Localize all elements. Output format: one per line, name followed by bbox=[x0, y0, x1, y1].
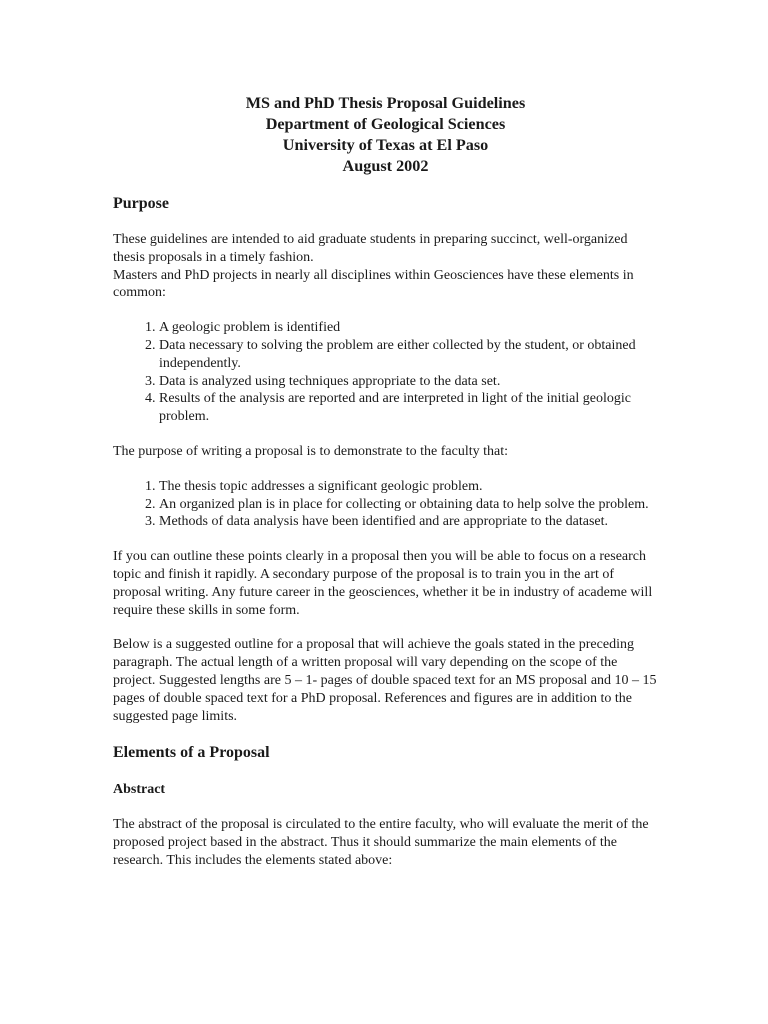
title-line-4: August 2002 bbox=[342, 157, 429, 175]
abstract-paragraph: The abstract of the proposal is circulated to the entire faculty, who will evaluate the merit of the proposed project based in the abstract. Thus it should summarize the main elements of the research. This includes the elements stated above: bbox=[113, 817, 649, 868]
list-item: 2. Data necessary to solving the problem are either collected by the student, or obtained independently. bbox=[159, 337, 658, 373]
common-elements-list bbox=[113, 319, 658, 426]
elements-heading: Elements of a Proposal bbox=[113, 744, 270, 762]
purpose-paragraph-3: The purpose of writing a proposal is to demonstrate to the faculty that: bbox=[113, 443, 509, 459]
list-item: 2. An organized plan is in place for collecting or obtaining data to help solve the problem. bbox=[159, 496, 658, 514]
title-line-1: MS and PhD Thesis Proposal Guidelines bbox=[245, 94, 526, 112]
list-item: 3. Methods of data analysis have been identified and are appropriate to the dataset. bbox=[159, 513, 658, 531]
purpose-heading: Purpose bbox=[113, 195, 169, 212]
purpose-paragraph-2: Masters and PhD projects in nearly all disciplines within Geosciences have these elements in common: bbox=[113, 267, 634, 301]
purpose-paragraph-5: Below is a suggested outline for a proposal that will achieve the goals stated in the preceding paragraph. The actual length of a written proposal will vary depending on the scope of the project. Suggested lengths are 5 – 1- pages of double spaced text for an MS proposal and 10 – 15 pages of double spaced text for a PhD proposal. References and figures are in addition to the suggested page limits. bbox=[113, 637, 657, 724]
list-item: 1. A geologic problem is identified bbox=[159, 319, 658, 337]
purpose-paragraph-1: These guidelines are intended to aid graduate students in preparing succinct, well-organized thesis proposals in a timely fashion. bbox=[113, 232, 628, 265]
title-line-2: Department of Geological Sciences bbox=[265, 115, 506, 133]
title-line-3: University of Texas at El Paso bbox=[282, 136, 489, 154]
purpose-paragraph-4: If you can outline these points clearly in a proposal then you will be able to focus on a research topic and finish it rapidly. A secondary purpose of the proposal is to train you in the art of proposal writing. Any future career in the geosciences, whether it be in industry of academe will require these skills in some form. bbox=[113, 549, 653, 618]
proposal-goals-list bbox=[113, 478, 658, 531]
list-item: 3. Data is analyzed using techniques appropriate to the data set. bbox=[159, 373, 658, 391]
list-item: 1. The thesis topic addresses a significant geologic problem. bbox=[159, 478, 658, 496]
document-title bbox=[113, 93, 658, 177]
document-page bbox=[113, 93, 658, 870]
abstract-heading: Abstract bbox=[113, 782, 166, 798]
list-item: 4. Results of the analysis are reported and are interpreted in light of the initial geologic problem. bbox=[159, 390, 658, 426]
